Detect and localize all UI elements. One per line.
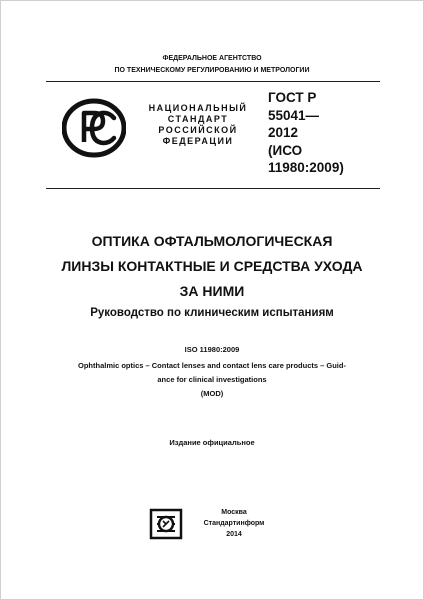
- designation-line: (ИСО: [268, 142, 303, 158]
- designation-line: 2012: [268, 125, 299, 140]
- designation-line: 11980:2009): [268, 160, 344, 175]
- imprint-city: Москва: [221, 509, 247, 516]
- designation-line: 55041—: [268, 107, 320, 123]
- designation-line: ГОСТ Р: [268, 90, 317, 105]
- standard-type-line: ФЕДЕРАЦИИ: [162, 136, 234, 146]
- agency-name-line-2: ПО ТЕХНИЧЕСКОМУ РЕГУЛИРОВАНИЮ И МЕТРОЛОГИИ: [114, 67, 310, 74]
- iso-modification-note: (MOD): [200, 389, 224, 398]
- rst-certification-mark-icon: [62, 98, 126, 158]
- agency-name-line-1: ФЕДЕРАЛЬНОЕ АГЕНТСТВО: [162, 55, 262, 62]
- edition-label: Издание официальное: [169, 438, 255, 447]
- standartinform-logo-icon: [149, 508, 183, 540]
- standard-type-line: НАЦИОНАЛЬНЫЙ: [148, 103, 248, 113]
- title-line-2: ЛИНЗЫ КОНТАКТНЫЕ И СРЕДСТВА УХОДА: [61, 258, 363, 274]
- iso-title-line-2: ance for clinical investigations: [157, 375, 267, 384]
- title-line-3: ЗА НИМИ: [179, 283, 245, 299]
- standard-designation: [268, 89, 378, 177]
- imprint-block: [184, 507, 284, 540]
- bottom-divider: [46, 188, 380, 189]
- imprint-publisher: Стандартинформ: [203, 520, 265, 527]
- imprint-year: 2014: [226, 531, 242, 538]
- title-line-1: ОПТИКА ОФТАЛЬМОЛОГИЧЕСКАЯ: [91, 233, 333, 249]
- top-divider: [46, 81, 380, 82]
- iso-number: ISO 11980:2009: [184, 345, 240, 354]
- standard-type-label: [146, 103, 250, 147]
- standard-type-line: СТАНДАРТ: [167, 114, 229, 124]
- document-subtitle: Руководство по клиническим испытаниям: [90, 307, 334, 319]
- iso-title-line-1: Ophthalmic optics – Contact lenses and contact lens care products – Guid-: [78, 361, 346, 370]
- standard-type-line: РОССИЙСКОЙ: [158, 125, 238, 135]
